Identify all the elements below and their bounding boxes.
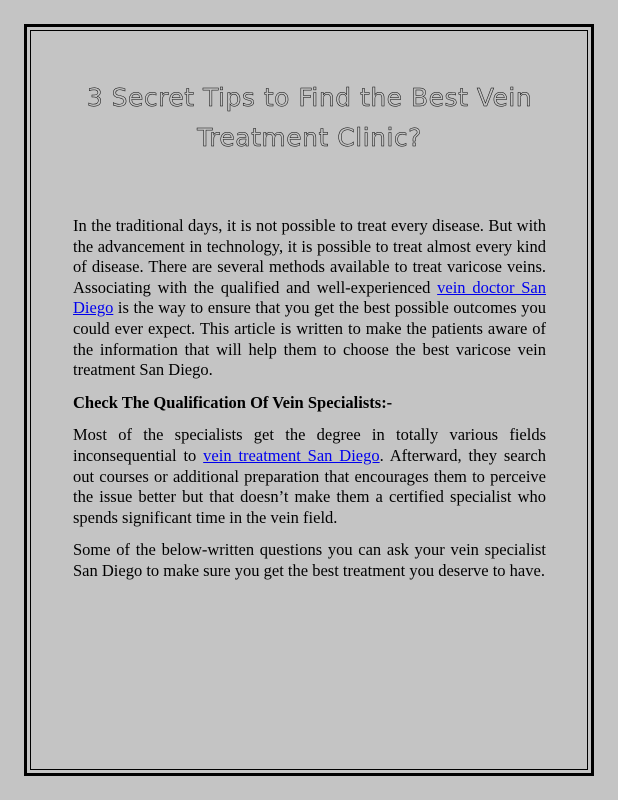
document-body bbox=[73, 70, 546, 594]
questions-paragraph: Some of the below-written questions you can ask your vein specialist San Diego to make sure you get the best treatment you deserve to have. bbox=[73, 540, 546, 580]
qualification-paragraph bbox=[73, 425, 546, 528]
title-spacer bbox=[73, 158, 546, 216]
section-heading: Check The Qualification Of Vein Specialists:- bbox=[73, 392, 393, 412]
vein-treatment-link[interactable]: vein treatment San Diego bbox=[203, 445, 380, 465]
intro-text-end: is the way to ensure that you get the best possible outcomes you could ever expect. This article is written to make the patients aware of the information that will help them to choose the best varicose vein treatment San Diego. bbox=[73, 298, 546, 380]
qualification-text-end: . Afterward, they search out courses or additional preparation that encourages them to perceive the issue better but that doesn’t make them a certified specialist who spends significant time in the vein field. bbox=[73, 445, 546, 527]
vein-doctor-link[interactable]: vein doctor San Diego bbox=[73, 277, 547, 318]
title-line-2: Treatment Clinic? bbox=[197, 123, 422, 152]
qualification-text-start: Most of the specialists get the degree in totally various fields inconsequential to bbox=[73, 425, 546, 465]
page-title bbox=[73, 78, 546, 158]
intro-paragraph bbox=[73, 216, 546, 381]
intro-text-start: In the traditional days, it is not possible to treat every disease. But with the advancement in technology, it is possible to treat almost every kind of disease. There are several methods available to treat varicose veins. Associating with the qualified and well-experienced bbox=[73, 216, 546, 297]
title-line-1: 3 Secret Tips to Find the Best Vein bbox=[86, 83, 533, 112]
